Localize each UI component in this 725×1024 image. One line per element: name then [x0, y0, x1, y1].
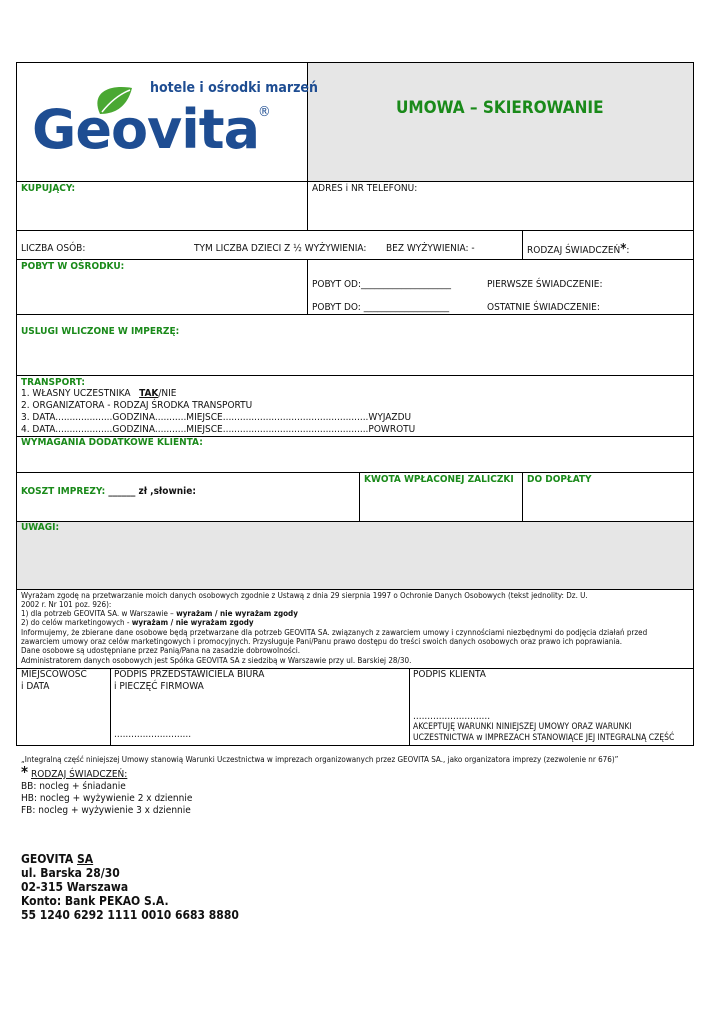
- consent-line-8: Administratorem danych osobowych jest Spółka GEOVITA SA z siedzibą w Warszawie przy ul. Barskiej 28/30.: [21, 656, 412, 665]
- service-bb: BB: nocleg + śniadanie: [21, 781, 126, 792]
- transport-departure: 3. DATA....................GODZINA...........MIEJSCE...................................................WYJAZDU: [21, 412, 412, 423]
- consent-line-5: Informujemy, że zbierane dane osobowe będą przetwarzane dla potrzeb GEOVITA SA. związanych z zawarciem umowy i czynnościami niezbędnymi do podjęcia działań przed: [21, 628, 648, 637]
- document-title: UMOWA – SKIEROWANIE: [396, 98, 604, 118]
- address-label: ADRES i NR TELEFONU:: [312, 183, 418, 194]
- stay-from-field: POBYT OD:____________________: [312, 279, 451, 290]
- company-bank: Konto: Bank PEKAO S.A.: [21, 894, 169, 908]
- included-services-label: USLUGI WLICZONE W IMPERZĘ:: [21, 326, 180, 337]
- service-types-title: RODZAJ ŚWIADCZEŃ:: [31, 769, 128, 780]
- company-city: 02-315 Warszawa: [21, 880, 129, 894]
- consent-line-2: 2002 r. Nr 101 poz. 926):: [21, 600, 112, 609]
- client-signature-label: PODPIS KLIENTA: [413, 669, 486, 680]
- stay-label: POBYT W OŚRODKU:: [21, 261, 125, 272]
- consent-line-7: Dane osobowe są udostępniane przez Panią/Pana na zasadzie dobrowolności.: [21, 646, 301, 655]
- company-account: 55 1240 6292 1111 0010 6683 8880: [21, 908, 239, 922]
- requirements-label: WYMAGANIA DODATKOWE KLIENTA:: [21, 437, 203, 448]
- price-label: KOSZT IMPREZY: ______ zł ,słownie:: [21, 486, 196, 497]
- remarks-label: UWAGI:: [21, 522, 60, 533]
- uwagi-cell-bg: [17, 521, 693, 589]
- acceptance-line-2: UCZESTNICTWA w IMPREZACH STANOWIĄCE JEJ INTEGRALNĄ CZĘŚĆ: [413, 733, 675, 743]
- office-signature-label-2: i PIECZĘĆ FIRMOWA: [114, 681, 204, 692]
- client-signature-line: ...........................: [413, 711, 491, 722]
- service-types-star: *: [21, 763, 29, 781]
- service-type-label: RODZAJ ŚWIADCZEŃ*:: [527, 242, 630, 257]
- consent-line-4: 2) do celów marketingowych - wyrażam / nie wyrażam zgody: [21, 618, 254, 627]
- title-cell-bg: [308, 63, 693, 181]
- company-name: GEOVITA SA: [21, 852, 94, 866]
- consent-line-1: Wyrażam zgodę na przetwarzanie moich danych osobowych zgodnie z Ustawą z dnia 29 sierpnia 1997 o Ochronie Danych Osobowych (tekst jednolity: Dz. U.: [21, 591, 588, 600]
- last-service-label: OSTATNIE ŚWIADCZENIE:: [487, 302, 600, 313]
- office-signature-line: ...........................: [114, 729, 192, 740]
- surcharge-label: DO DOPŁATY: [527, 474, 592, 485]
- buyer-label: KUPUJĄCY:: [21, 183, 76, 194]
- logo-wordmark: Geovita: [32, 98, 260, 161]
- first-service-label: PIERWSZE ŚWIADCZENIE:: [487, 279, 603, 290]
- registered-mark: ®: [258, 104, 271, 120]
- office-signature-label-1: PODPIS PRZEDSTAWICIELA BIURA: [114, 669, 265, 680]
- transport-label: TRANSPORT:: [21, 377, 85, 388]
- consent-line-3: 1) dla potrzeb GEOVITA SA. w Warszawie – wyrażam / nie wyrażam zgody: [21, 609, 298, 618]
- place-date-label-2: i DATA: [21, 681, 50, 692]
- deposit-label: KWOTA WPŁACONEJ ZALICZKI: [364, 474, 514, 485]
- logo-tagline: hotele i ośrodki marzeń: [150, 80, 318, 96]
- transport-organizer: 2. ORGANIZATORA - RODZAJ ŚRODKA TRANSPORTU: [21, 400, 253, 411]
- transport-own: 1. WŁASNY UCZESTNIKA TAK/NIE: [21, 388, 177, 399]
- service-fb: FB: nocleg + wyżywienie 3 x dziennie: [21, 805, 191, 816]
- place-date-label-1: MIEJSCOWOŚĆ: [21, 669, 87, 680]
- no-meals-label: BEZ WYŻYWIENIA: -: [386, 243, 475, 254]
- company-street: ul. Barska 28/30: [21, 866, 120, 880]
- acceptance-line-1: AKCEPTUJĘ WARUNKI NINIEJSZEJ UMOWY ORAZ WARUNKI: [413, 722, 632, 732]
- stay-to-field: POBYT DO: ___________________: [312, 302, 450, 313]
- integral-note: „Integralną część niniejszej Umowy stanowią Warunki Uczestnictwa w imprezach organizowanych przez GEOVITA SA., jako organizatora imprezy (zezwolenie nr 676)”: [21, 755, 619, 764]
- service-hb: HB: nocleg + wyżywienie 2 x dziennie: [21, 793, 193, 804]
- consent-line-6: zawarciem umowy oraz celów marketingowych i promocyjnych. Przysługuje Pani/Panu prawo dostępu do treści swoich danych osobowych oraz prawo ich poprawiania.: [21, 637, 623, 646]
- transport-return: 4. DATA....................GODZINA...........MIEJSCE...................................................POWROTU: [21, 424, 416, 435]
- children-label: TYM LICZBA DZIECI Z ½ WYŻYWIENIA:: [194, 243, 367, 254]
- persons-label: LICZBA OSÓB:: [21, 243, 86, 254]
